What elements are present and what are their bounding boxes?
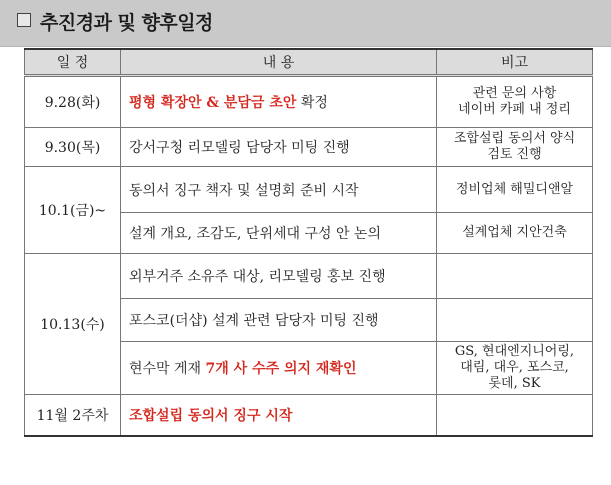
section-title-bar	[0, 0, 611, 47]
header-date: 일 정	[25, 49, 121, 76]
date-cell: 10.13(수)	[25, 254, 121, 395]
content-cell: 포스코(더샵) 설계 관련 담당자 미팅 진행	[121, 299, 437, 342]
date-cell: 9.28(화)	[25, 76, 121, 128]
note-cell	[437, 76, 593, 128]
content-cell: 동의서 징구 책자 및 설명회 준비 시작	[121, 167, 437, 213]
note-cell	[437, 128, 593, 167]
content-cell: 강서구청 리모델링 담당자 미팅 진행	[121, 128, 437, 167]
table-row	[25, 167, 593, 213]
table-header-row	[25, 49, 593, 76]
note-line: 네이버 카페 내 정리	[458, 102, 571, 117]
note-cell	[437, 299, 593, 342]
table-row	[25, 76, 593, 128]
checkbox-icon	[17, 13, 31, 27]
content-cell	[121, 342, 437, 395]
note-line: 조합설립 동의서 양식	[453, 131, 576, 146]
content-cell: 외부거주 소유주 대상, 리모델링 홍보 진행	[121, 254, 437, 299]
highlight-text: 조합설립 동의서 징구 시작	[129, 408, 293, 424]
content-text: 확정	[296, 95, 328, 111]
note-line: 대림, 대우, 포스코,	[460, 360, 569, 375]
note-line: GS, 현대엔지니어링,	[454, 344, 575, 359]
note-cell	[437, 342, 593, 395]
content-cell: 설계 개요, 조감도, 단위세대 구성 안 논의	[121, 213, 437, 254]
highlight-text: 7개 사 수주 의지 재확인	[205, 361, 357, 377]
note-cell	[437, 395, 593, 437]
table-row	[25, 395, 593, 437]
date-cell: 11월 2주차	[25, 395, 121, 437]
note-cell: 정비업체 해밀디앤알	[437, 167, 593, 213]
highlight-text: 평형 확장안 & 분담금 초안	[129, 95, 297, 111]
date-cell: 10.1(금)~	[25, 167, 121, 254]
schedule-table	[24, 48, 593, 437]
date-cell: 9.30(목)	[25, 128, 121, 167]
note-line: 검토 진행	[487, 147, 542, 162]
header-note: 비고	[437, 49, 593, 76]
note-cell	[437, 254, 593, 299]
content-text: 현수막 게재	[129, 361, 206, 377]
note-line: 롯데, SK	[488, 376, 541, 391]
table-row	[25, 254, 593, 299]
header-content: 내 용	[121, 49, 437, 76]
section-title: 추진경과 및 향후일정	[40, 12, 213, 34]
table-row	[25, 128, 593, 167]
content-cell	[121, 76, 437, 128]
note-line: 관련 문의 사항	[472, 86, 557, 101]
note-cell: 설계업체 지안건축	[437, 213, 593, 254]
content-cell	[121, 395, 437, 437]
